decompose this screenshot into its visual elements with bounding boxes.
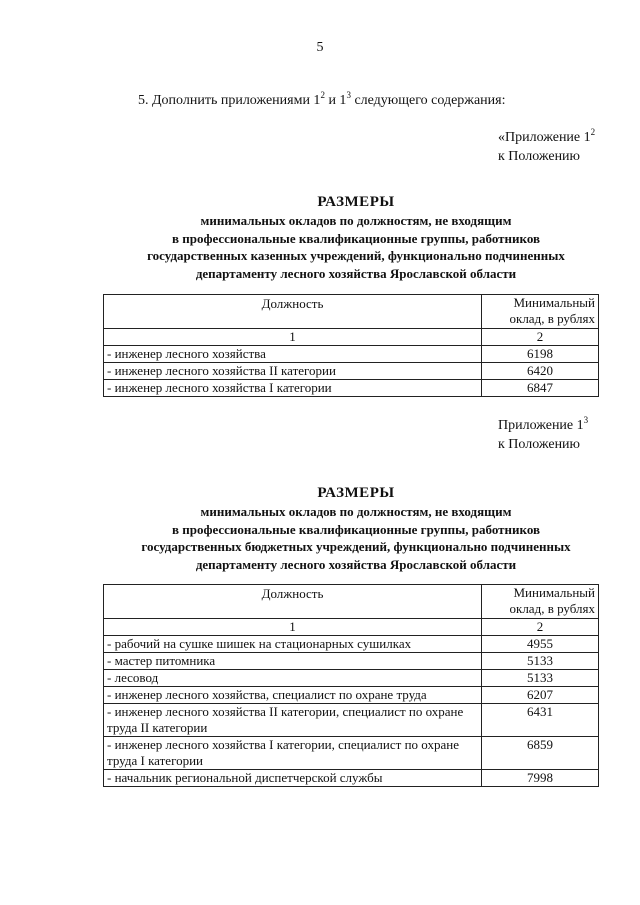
intro-paragraph: 5. Дополнить приложениями $1^2$ и $1^3$ следующего содержания: <box>138 90 506 108</box>
table-row: - инженер лесного хозяйства II категории 6420 <box>104 363 599 380</box>
table-row: - инженер лесного хозяйства I категории, специалист по охране труда I категории 6859 <box>104 737 599 770</box>
salary-table-2: Должность Минимальный оклад, в рублях 1 2 - рабочий на сушке шишек на стационарных сушилках 4955 - мастер питомника 5133 - лесовод 5133 - инженер лесного хозяйства, специалист по охране труда 6207 - инженер лесного хозяйства II категории, специалист по охране труда II категории 6431 - инженер лесного хозяйства I категории, специалист по охране труда I категории 6859 - начальник региональной диспетчерской службы 7998 <box>103 584 599 787</box>
table-row: - начальник региональной диспетчерской службы 7998 <box>104 770 599 787</box>
table-row: - мастер питомника 5133 <box>104 653 599 670</box>
col-salary-header: Минимальный оклад, в рублях <box>482 295 599 329</box>
page-number: 5 <box>316 40 324 55</box>
table-row: - инженер лесного хозяйства 6198 <box>104 346 599 363</box>
col-salary-header: Минимальный оклад, в рублях <box>482 585 599 619</box>
heading-1-title: РАЗМЕРЫ <box>317 194 395 210</box>
annex-1-3-caption: Приложение $1^3$ к Положению <box>498 415 589 452</box>
salary-table-1: Должность Минимальный оклад, в рублях 1 2 - инженер лесного хозяйства 6198 - инженер лесного хозяйства II категории 6420 - инженер лесного хозяйства I категории 6847 <box>103 294 599 397</box>
heading-2: РАЗМЕРЫ минимальных окладов по должностям, не входящим в профессиональные квалификационные группы, работников государственных бюджетных учреждений, функционально подчиненных департаменту лесного хозяйства Ярославской области <box>96 483 616 573</box>
heading-2-title: РАЗМЕРЫ <box>317 485 395 501</box>
table-row: - инженер лесного хозяйства I категории 6847 <box>104 380 599 397</box>
table-row: - рабочий на сушке шишек на стационарных сушилках 4955 <box>104 636 599 653</box>
heading-1: РАЗМЕРЫ минимальных окладов по должностям, не входящим в профессиональные квалификационные группы, работников государственных казенных учреждений, функционально подчиненных департаменту лесного хозяйства Ярославской области <box>96 192 616 282</box>
col-position-header: Должность <box>104 585 482 619</box>
table-row: - инженер лесного хозяйства II категории, специалист по охране труда II категории 6431 <box>104 704 599 737</box>
annex-1-2-caption: «Приложение $1^2$ к Положению <box>498 127 596 164</box>
table-row: - лесовод 5133 <box>104 670 599 687</box>
table-row: - инженер лесного хозяйства, специалист по охране труда 6207 <box>104 687 599 704</box>
col-position-header: Должность <box>104 295 482 329</box>
